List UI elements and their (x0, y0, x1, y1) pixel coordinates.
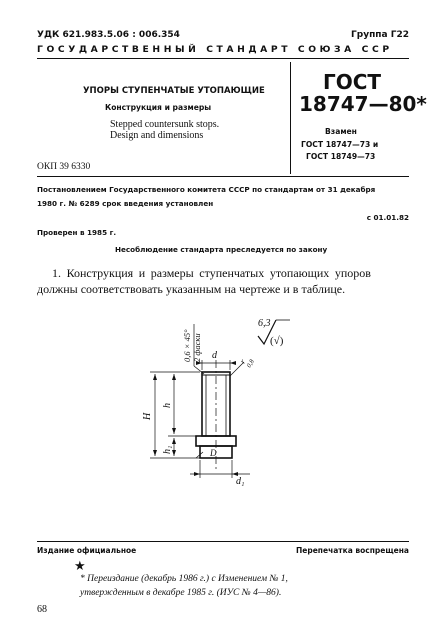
subtitle-ru: Конструкция и размеры (105, 103, 212, 112)
title-divider (290, 62, 291, 174)
replaces-label: Взамен (325, 127, 357, 136)
dim-h-label: h (162, 403, 173, 408)
paragraph-line-1: 1. Конструкция и размеры ступенчатых утопающих упоров (52, 266, 371, 280)
gost-label: ГОСТ (323, 70, 382, 94)
reissue-note-1: * Переиздание (декабрь 1986 г.) с Изменением № 1, (80, 574, 288, 584)
dim-d-label: d (212, 350, 217, 361)
roughness-extra: (√) (270, 335, 284, 347)
reprint-forbidden: Перепечатка воспрещена (295, 546, 409, 555)
star-icon: ★ (74, 558, 86, 573)
decree-date: с 01.01.82 (366, 213, 409, 222)
dim-H-label: H (142, 412, 153, 420)
title-rule (37, 176, 409, 177)
chamfer-label-2: 2 фаски (192, 333, 202, 362)
title-en-1: Stepped countersunk stops. (110, 119, 220, 130)
gost-number: 18747—80* (299, 92, 427, 116)
dim-h1-label: h₁ (162, 445, 173, 454)
decree-line-2: 1980 г. № 6289 срок введения установлен (37, 199, 214, 208)
replaces-1: ГОСТ 18747—73 и (301, 140, 379, 149)
radius-value: 0,8 (245, 358, 256, 369)
group-code: Группа Г22 (351, 30, 409, 40)
checked-year: Проверен в 1985 г. (37, 228, 117, 237)
paragraph-line-2: должны соответствовать указанным на чертеже и в таблице. (37, 282, 346, 296)
chamfer-label-1: 0,6 × 45° (182, 329, 192, 362)
official-edition: Издание официальное (37, 546, 137, 555)
radius-label: r (237, 357, 248, 365)
standard-banner: ГОСУДАРСТВЕННЫЙ СТАНДАРТ СОЮЗА ССР (37, 44, 393, 55)
footer-rule (37, 541, 409, 542)
dim-D-label: D (210, 448, 217, 458)
roughness-value: 6,3 (258, 318, 271, 329)
replaces-2: ГОСТ 18749—73 (306, 152, 376, 161)
reissue-note-2: утвержденным в декабре 1985 г. (ИУС № 4—86). (80, 588, 282, 598)
dim-d1-label: d₁ (236, 476, 245, 487)
decree-line-1: Постановлением Государственного комитета СССР по стандартам от 31 декабря (37, 185, 376, 194)
page-number: 68 (37, 604, 47, 615)
udk-code: УДК 621.983.5.06 : 006.354 (37, 30, 180, 40)
legal-warning: Несоблюдение стандарта преследуется по закону (115, 245, 328, 254)
stop-drawing (0, 300, 448, 500)
title-ru: УПОРЫ СТУПЕНЧАТЫЕ УТОПАЮЩИЕ (83, 86, 265, 96)
okp-code: ОКП 39 6330 (37, 162, 91, 172)
header-rule (37, 58, 409, 59)
title-en-2: Design and dimensions (110, 130, 204, 141)
